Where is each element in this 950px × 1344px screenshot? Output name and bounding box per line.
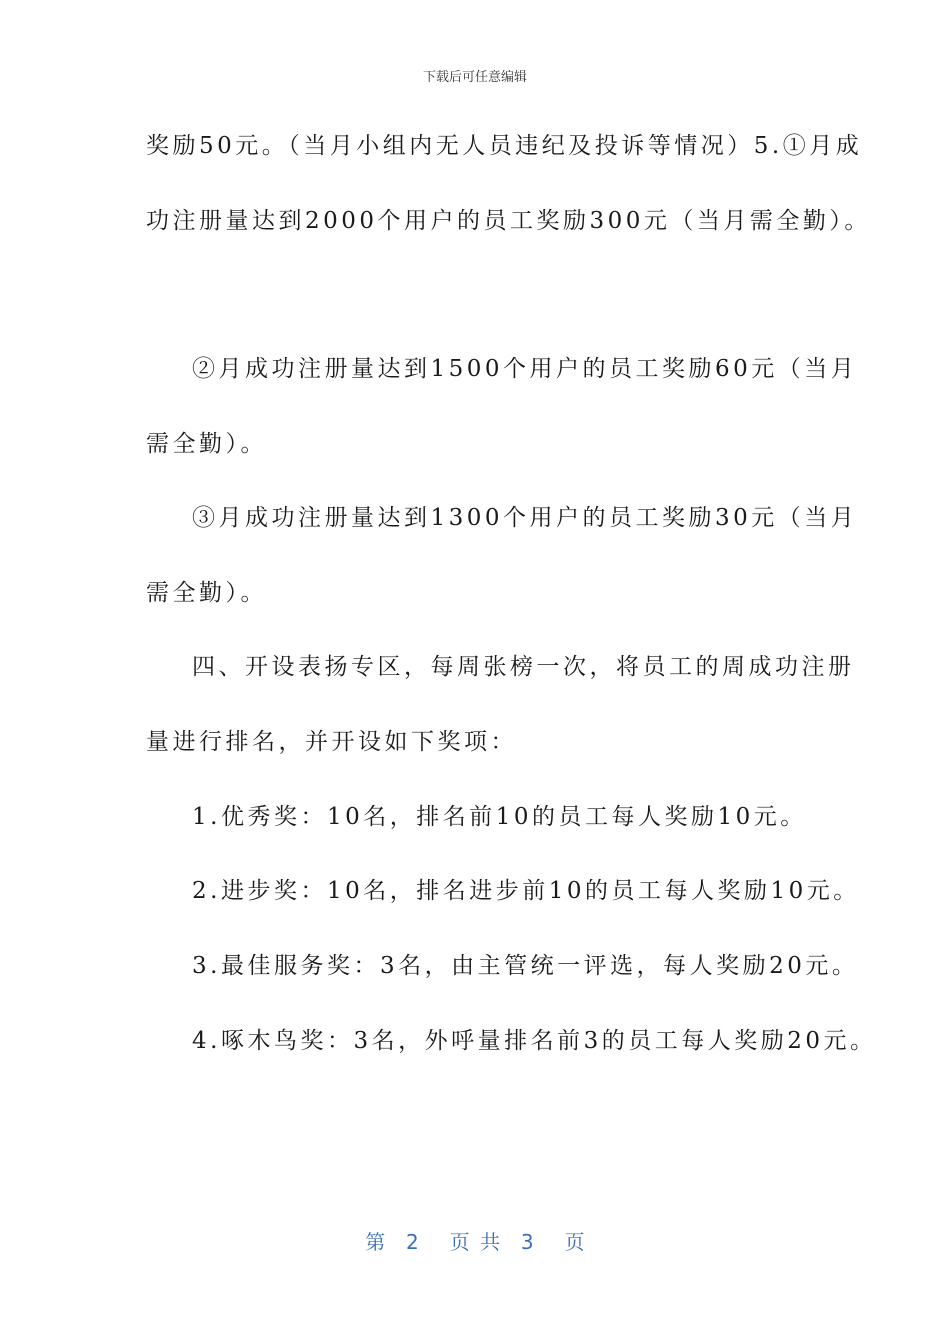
paragraph-line: 需全勤）。: [146, 431, 267, 457]
list-item: 2.进步奖：10名，排名进步前10的员工每人奖励10元。: [192, 878, 860, 904]
list-item: 4.啄木鸟奖：3名，外呼量排名前3的员工每人奖励20元。: [192, 1028, 877, 1054]
paragraph-line: 奖励50元。（当月小组内无人员违纪及投诉等情况）5.①月成: [146, 133, 863, 159]
list-item: 3.最佳服务奖：3名，由主管统一评选，每人奖励20元。: [192, 953, 859, 979]
page-footer: 第 2 页 共 3 页: [365, 1230, 585, 1254]
paragraph-line: 量进行排名，并开设如下奖项：: [146, 729, 517, 755]
paragraph-line: ③月成功注册量达到1300个用户的员工奖励30元（当月: [192, 505, 858, 531]
paragraph-line: 需全勤）。: [146, 580, 267, 606]
paragraph-line: 四、开设表扬专区，每周张榜一次，将员工的周成功注册: [192, 654, 855, 680]
paragraph-line: 功注册量达到2000个用户的员工奖励300元（当月需全勤）。: [146, 208, 871, 234]
paragraph-line: ②月成功注册量达到1500个用户的员工奖励60元（当月: [192, 356, 858, 382]
page-header: 下载后可任意编辑: [422, 70, 527, 85]
list-item: 1.优秀奖：10名，排名前10的员工每人奖励10元。: [192, 804, 807, 830]
